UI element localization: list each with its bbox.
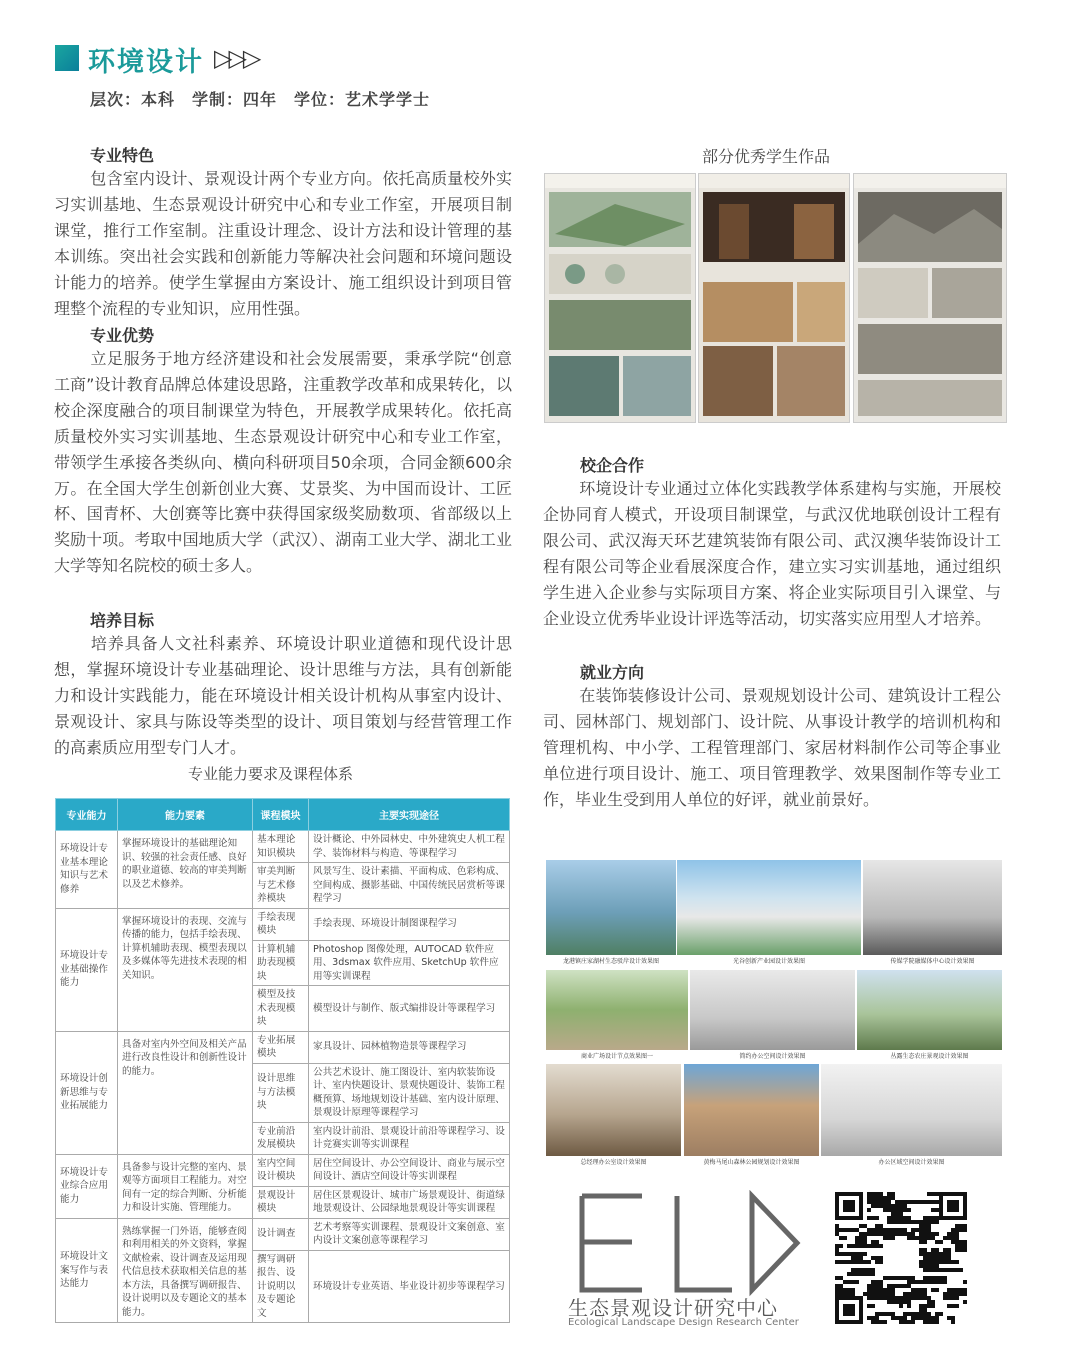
gallery-image-1 <box>546 860 676 955</box>
text-hezuo: 环境设计专业通过立体化实践教学体系建构与实施，开展校企协同育人模式，开设项目制课堂，与武汉优地联创设计工程有限公司、武汉海天环艺建筑装饰有限公司、武汉澳华装饰设计工程有限公司等企业看展深度合作，建立实习实训基地，通过组织学生进入企业参与实际项目方案、将企业实际项目引入课堂、与企业设立优秀毕业设计评选等活动，切实落实应用型人才培养。 <box>543 479 1001 628</box>
path-cell: Photoshop 图像处理，AUTOCAD 软件应用、3dsmax 软件应用、SketchUp 软件应用等实训课程 <box>309 940 510 986</box>
qr-code-icon[interactable] <box>835 1192 967 1324</box>
course-table <box>55 798 510 1323</box>
module-cell: 基本理论知识模块 <box>253 831 309 863</box>
module-cell: 专业拓展模块 <box>253 1031 309 1063</box>
ability-cell: 环境设计专业综合应用能力 <box>56 1154 118 1218</box>
gallery-image-5 <box>690 970 855 1050</box>
gallery-image-8 <box>684 1064 819 1156</box>
heading-jiuye: 就业方向 <box>580 663 645 682</box>
table-row <box>56 908 510 940</box>
gallery-caption-7: 总经理办公室设计效果图 <box>580 1159 647 1166</box>
heading-youshi: 专业优势 <box>90 326 155 345</box>
path-cell: 公共艺术设计、施工图设计、室内软装饰设计、室内快题设计、景观快题设计、装饰工程概预算、场地规划设计基础、室内设计原理、景观设计原理等课程学习 <box>309 1063 510 1122</box>
element-cell: 具备参与设计完整的室内、景观等方面项目工程能力。对空间有一定的综合判断、分析能力和设计实施、管理能力。 <box>118 1154 253 1218</box>
ability-cell: 环境设计专业基础操作能力 <box>56 908 118 1031</box>
gallery-image-2 <box>677 860 861 955</box>
gallery-caption-6: 丛露生态农庄景观设计效果图 <box>890 1053 969 1060</box>
module-cell: 专业前沿发展模块 <box>253 1122 309 1154</box>
title-accent-bar <box>55 45 79 71</box>
text-mubiao: 培养具备人文社科素养、环境设计职业道德和现代设计思想，掌握环境设计专业基础理论、设计思维与方法，具有创新能力和设计实践能力，能在环境设计相关设计机构从事室内设计、景观设计、家具与陈设等类型的设计、项目策划与经营管理工作的高素质应用型专门人才。 <box>54 634 512 757</box>
heading-hezuo: 校企合作 <box>580 456 645 475</box>
gallery-caption-3: 传媒学院融媒体中心设计效果图 <box>890 958 975 965</box>
module-cell: 手绘表现模块 <box>253 908 309 940</box>
eld-name-en: Ecological Landscape Design Research Center <box>568 1317 799 1328</box>
module-cell: 景观设计模块 <box>253 1186 309 1218</box>
path-cell: 模型设计与制作、版式编排设计等课程学习 <box>309 986 510 1032</box>
module-cell: 室内空间设计模块 <box>253 1154 309 1186</box>
table-row <box>56 831 510 863</box>
ability-cell: 环境设计专业基本理论知识与艺术修养 <box>56 831 118 909</box>
table-row <box>56 1218 510 1250</box>
text-tese: 包含室内设计、景观设计两个专业方向。依托高质量校外实习实训基地、生态景观设计研究中心和专业工作室，开展项目制课堂，推行工作室制。注重设计理念、设计方法和设计管理的基本训练。突出社会实践和创新能力等解决社会问题和环境问题设计能力的培养。使学生掌握由方案设计、施工组织设计到项目管理整个流程的专业知识，应用性强。 <box>54 169 512 318</box>
table-caption: 专业能力要求及课程体系 <box>188 765 354 783</box>
heading-tese: 专业特色 <box>90 146 155 165</box>
element-cell: 具备对室内外空间及相关产品进行改良性设计和创新性设计的能力。 <box>118 1031 253 1154</box>
page-title: 环境设计 <box>88 47 204 78</box>
table-header-row <box>56 799 510 831</box>
path-cell: 设计概论、中外园林史、中外建筑史人机工程学、装饰材料与构造、等课程学习 <box>309 831 510 863</box>
gallery-caption-9: 办公区域空间设计效果图 <box>878 1159 945 1166</box>
arrows-icon: ▷▷▷ <box>214 44 258 72</box>
ability-cell: 环境设计创新思维与专业拓展能力 <box>56 1031 118 1154</box>
works-caption: 部分优秀学生作品 <box>702 147 831 166</box>
path-cell: 居住区景观设计、城市广场景观设计、街道绿地景观设计、公园绿地景观设计等实训课程 <box>309 1186 510 1218</box>
table-row <box>56 1154 510 1186</box>
student-work-board-3 <box>853 173 1007 423</box>
ability-cell: 环境设计文案写作与表达能力 <box>56 1218 118 1323</box>
path-cell: 手绘表现、环境设计制图课程学习 <box>309 908 510 940</box>
module-cell: 模型及技术表现模块 <box>253 986 309 1032</box>
path-cell: 风景写生、设计素描、平面构成、色彩构成、空间构成、摄影基础、中国传统民居赏析等课程学习 <box>309 863 510 909</box>
student-work-board-1 <box>544 173 696 423</box>
module-cell: 计算机辅助表现模块 <box>253 940 309 986</box>
path-cell: 环境设计专业英语、毕业设计初步等课程学习 <box>309 1250 510 1323</box>
table-header-cell: 课程模块 <box>253 799 309 831</box>
gallery-caption-5: 简约办公空间设计效果图 <box>739 1053 806 1060</box>
gallery-image-4 <box>546 970 688 1050</box>
program-meta: 层次：本科 学制：四年 学位：艺术学学士 <box>90 90 431 109</box>
table-header-cell: 专业能力 <box>56 799 118 831</box>
element-cell: 熟练掌握一门外语，能够查阅和利用相关的外文资料，掌握文献检索、设计调查及运用现代信息技术获取相关信息的基本方法，具备撰写调研报告、设计说明以及专题论文的基本能力。 <box>118 1218 253 1323</box>
element-cell: 掌握环境设计的表现、交流与传播的能力，包括手绘表现、计算机辅助表现、模型表现以及多媒体等先进技术表现的相关知识。 <box>118 908 253 1031</box>
gallery-caption-4: 商业广场设计节点效果图一 <box>580 1053 653 1060</box>
gallery-caption-8: 黄梅马尾山森林公园规划设计效果图 <box>703 1159 800 1166</box>
eld-name-cn: 生态景观设计研究中心 <box>568 1296 778 1320</box>
module-cell: 撰写调研报告、设计说明以及专题论文 <box>253 1250 309 1323</box>
element-cell: 掌握环境设计的基础理论知识、较强的社会责任感、良好的职业道德、较高的审美判断以及艺术修养。 <box>118 831 253 909</box>
table-header-cell: 能力要素 <box>118 799 253 831</box>
gallery-image-6 <box>857 970 1002 1050</box>
text-youshi: 立足服务于地方经济建设和社会发展需要，秉承学院“创意工商”设计教育品牌总体建设思路，注重教学改革和成果转化，以校企深度融合的项目制课堂为特色，开展教学成果转化。依托高质量校外实习实训基地、生态景观设计研究中心和专业工作室，带领学生承接各类纵向、横向科研项目50余项，合同金额600余万。在全国大学生创新创业大赛、艾景奖、为中国而设计、工匠杯、国青杯、大创赛等比赛中获得国家级奖励数项、省部级以上奖励十项。考取中国地质大学（武汉）、湖南工业大学、湖北工业大学等知名院校的硕士多人。 <box>54 349 512 576</box>
gallery-image-3 <box>863 860 1002 955</box>
gallery-image-7 <box>546 1064 681 1156</box>
path-cell: 艺术考察等实训课程、景观设计文案创意、室内设计文案创意等课程学习 <box>309 1218 510 1250</box>
module-cell: 审美判断与艺术修养模块 <box>253 863 309 909</box>
heading-mubiao: 培养目标 <box>90 611 155 630</box>
table-header-cell: 主要实现途径 <box>309 799 510 831</box>
path-cell: 室内设计前沿、景观设计前沿等课程学习、设计竞赛实训等实训课程 <box>309 1122 510 1154</box>
gallery-caption-1: 龙港镇庄家湖村生态驳岸设计效果图 <box>562 958 659 965</box>
module-cell: 设计思维与方法模块 <box>253 1063 309 1122</box>
gallery-image-9 <box>821 1064 1002 1156</box>
gallery-caption-2: 光谷创新产业园设计效果图 <box>732 958 805 965</box>
eld-logo <box>572 1190 802 1300</box>
table-row <box>56 1031 510 1063</box>
module-cell: 设计调查 <box>253 1218 309 1250</box>
path-cell: 居住空间设计、办公空间设计、商业与展示空间设计、酒店空间设计等实训课程 <box>309 1154 510 1186</box>
text-jiuye: 在装饰装修设计公司、景观规划设计公司、建筑设计工程公司、园林部门、规划部门、设计院、从事设计教学的培训机构和管理机构、中小学、工程管理部门、家居材料制作公司等企事业单位进行项目设计、施工、项目管理教学、效果图制作等专业工作，毕业生受到用人单位的好评，就业前景好。 <box>543 686 1001 809</box>
path-cell: 家具设计、园林植物造景等课程学习 <box>309 1031 510 1063</box>
student-work-board-2 <box>698 173 850 423</box>
